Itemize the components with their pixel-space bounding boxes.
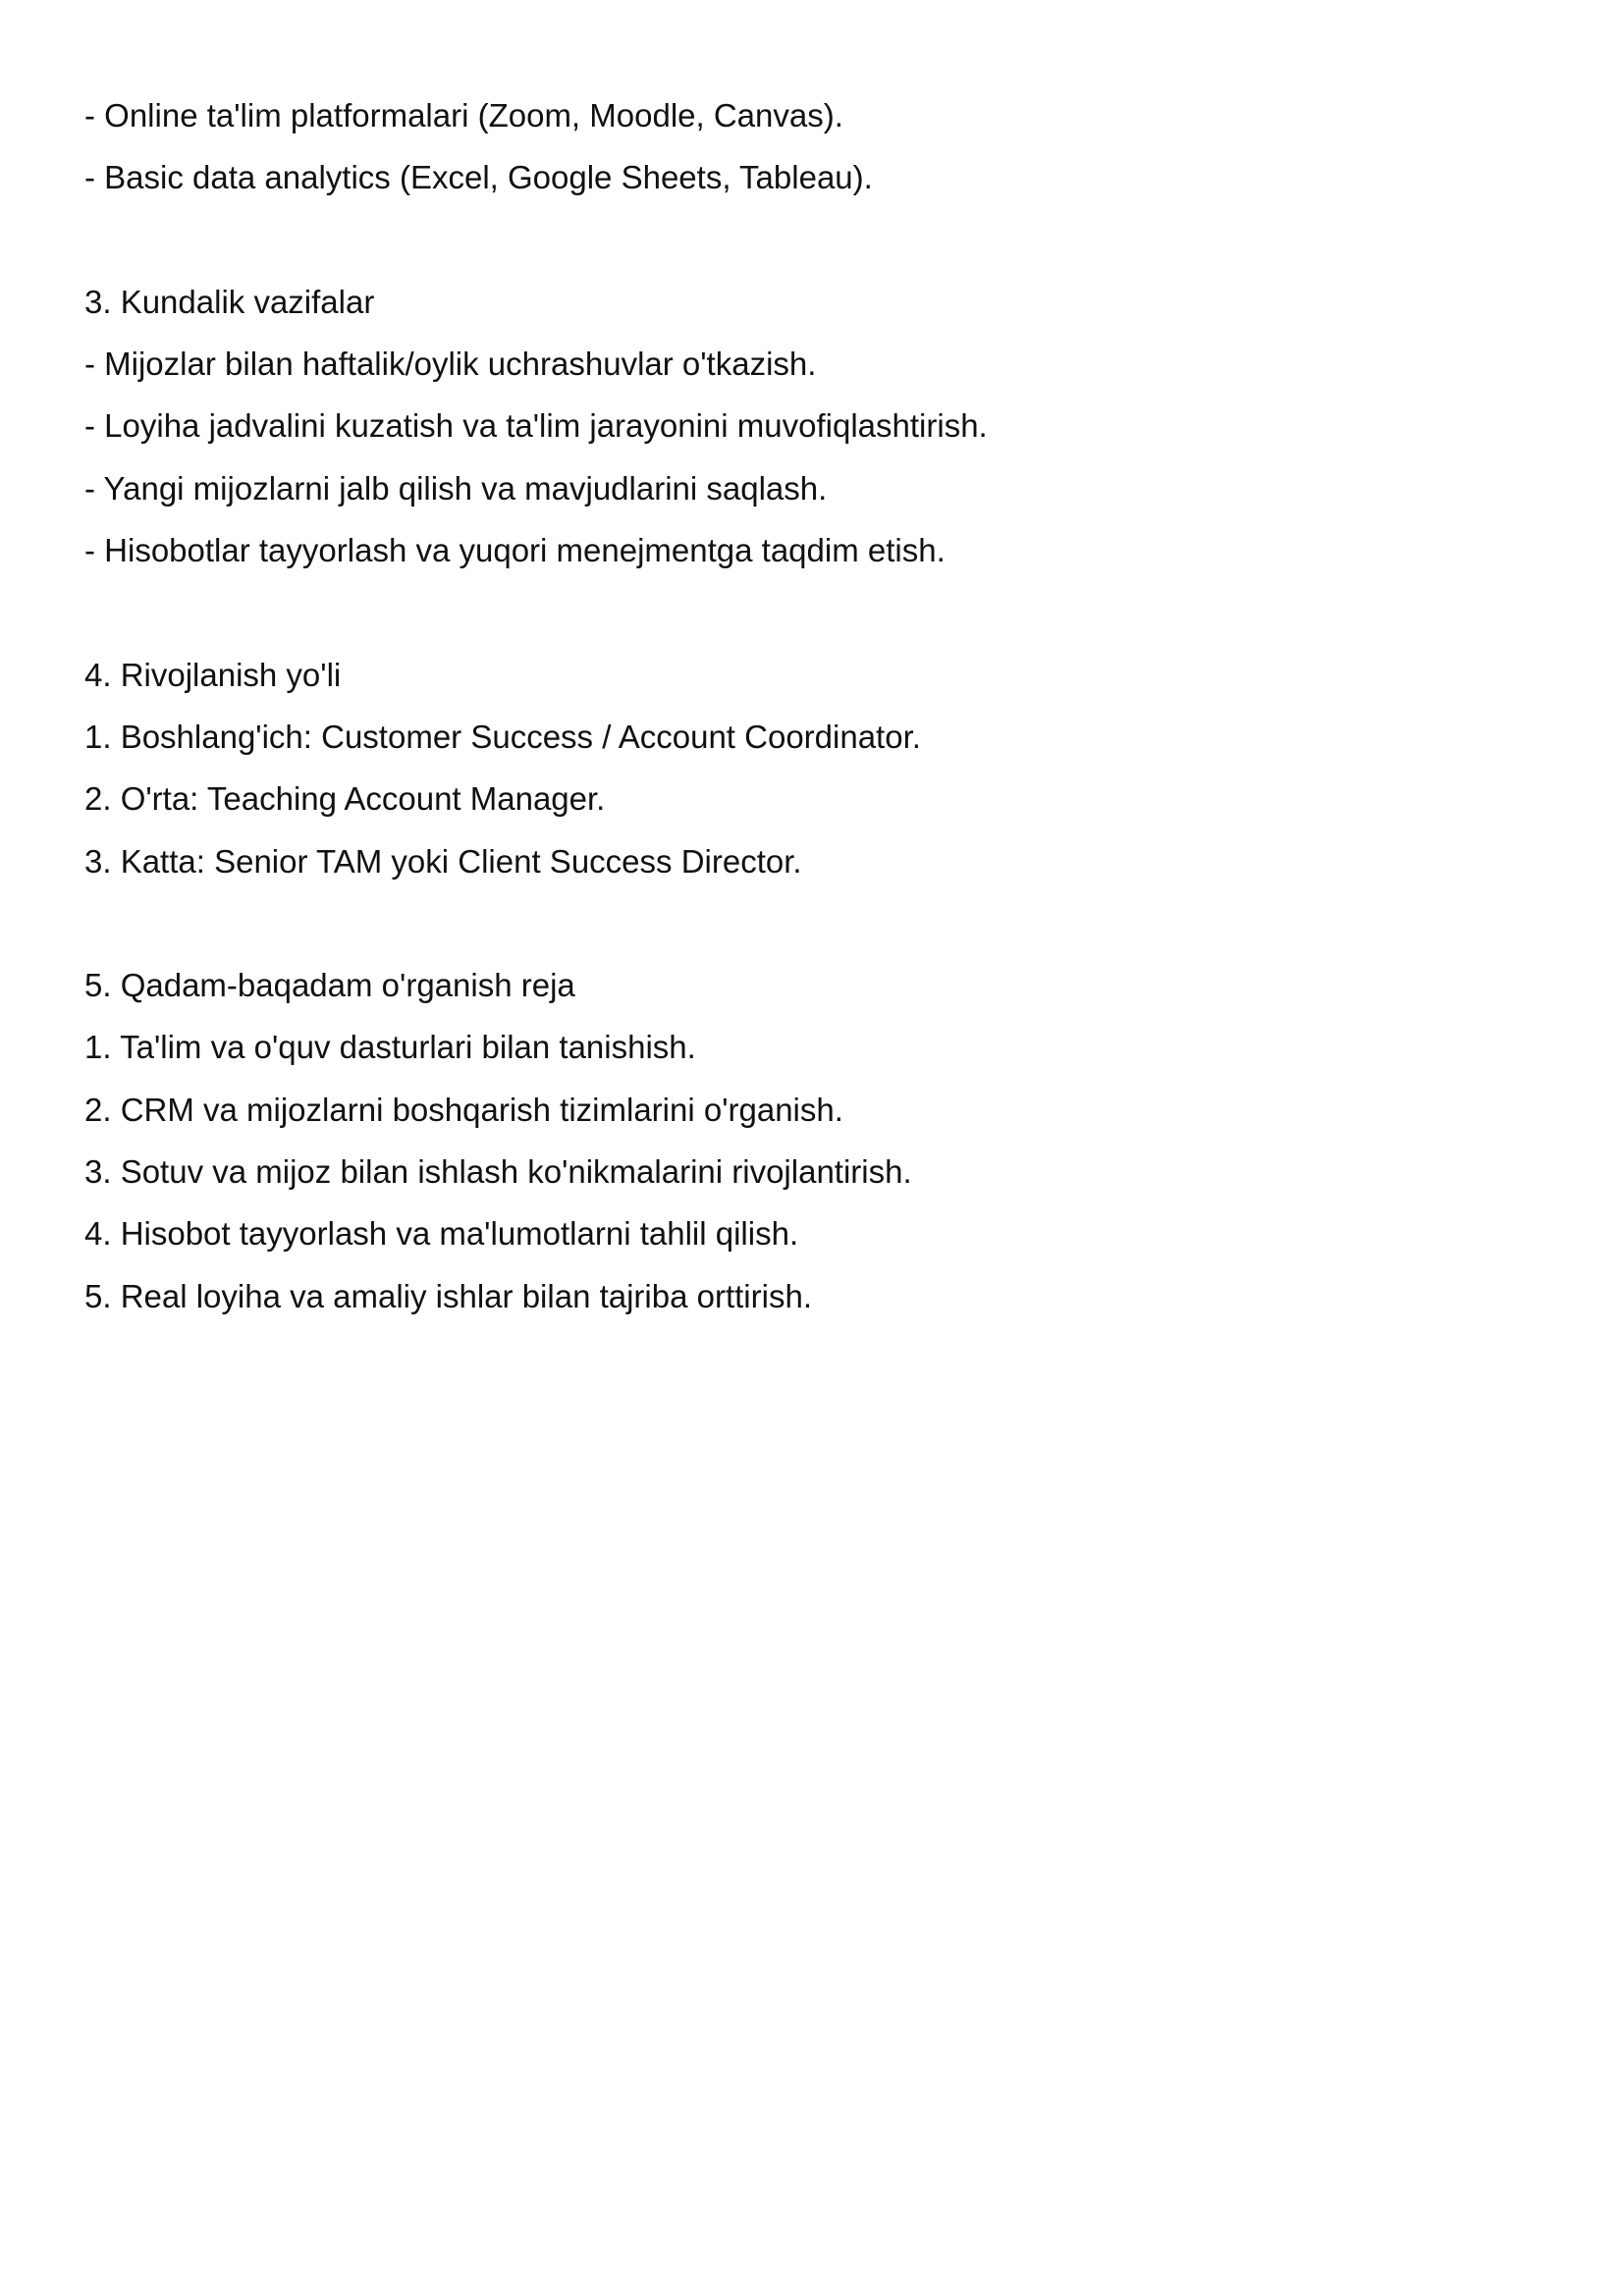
section-heading: 3. Kundalik vazifalar bbox=[84, 283, 375, 320]
list-item: 2. O'rta: Teaching Account Manager. bbox=[84, 780, 606, 818]
list-item: 2. CRM va mijozlarni boshqarish tizimlarini o'rganish. bbox=[84, 1091, 843, 1128]
list-item: - Online ta'lim platformalari (Zoom, Moodle, Canvas). bbox=[84, 97, 843, 133]
list-item: 4. Hisobot tayyorlash va ma'lumotlarni tahlil qilish. bbox=[84, 1215, 799, 1253]
list-item: 1. Ta'lim va o'quv dasturlari bilan tanishish. bbox=[84, 1029, 696, 1066]
list-item: - Yangi mijozlarni jalb qilish va mavjudlarini saqlash. bbox=[84, 469, 828, 507]
section-heading: 4. Rivojlanish yo'li bbox=[84, 656, 342, 693]
list-item: 3. Katta: Senior TAM yoki Client Success Director. bbox=[84, 842, 802, 880]
list-item: 5. Real loyiha va amaliy ishlar bilan tajriba orttirish. bbox=[84, 1277, 812, 1314]
list-item: 1. Boshlang'ich: Customer Success / Account Coordinator. bbox=[84, 718, 921, 755]
document-body bbox=[84, 84, 1538, 1327]
section-daily-tasks bbox=[84, 271, 1538, 581]
intro-list bbox=[84, 84, 1538, 209]
section-heading: 5. Qadam-baqadam o'rganish reja bbox=[84, 967, 575, 1004]
list-item: - Hisobotlar tayyorlash va yuqori menejmentga taqdim etish. bbox=[84, 532, 946, 569]
paragraph-gap bbox=[84, 581, 1538, 643]
section-career-path bbox=[84, 644, 1538, 892]
paragraph-gap bbox=[84, 892, 1538, 954]
section-learning-plan bbox=[84, 954, 1538, 1327]
list-item: 3. Sotuv va mijoz bilan ishlash ko'nikmalarini rivojlantirish. bbox=[84, 1153, 912, 1191]
paragraph-gap bbox=[84, 209, 1538, 271]
list-item: - Mijozlar bilan haftalik/oylik uchrashuvlar o'tkazish. bbox=[84, 346, 817, 383]
list-item: - Basic data analytics (Excel, Google Sheets, Tableau). bbox=[84, 159, 873, 196]
list-item: - Loyiha jadvalini kuzatish va ta'lim jarayonini muvofiqlashtirish. bbox=[84, 407, 988, 445]
